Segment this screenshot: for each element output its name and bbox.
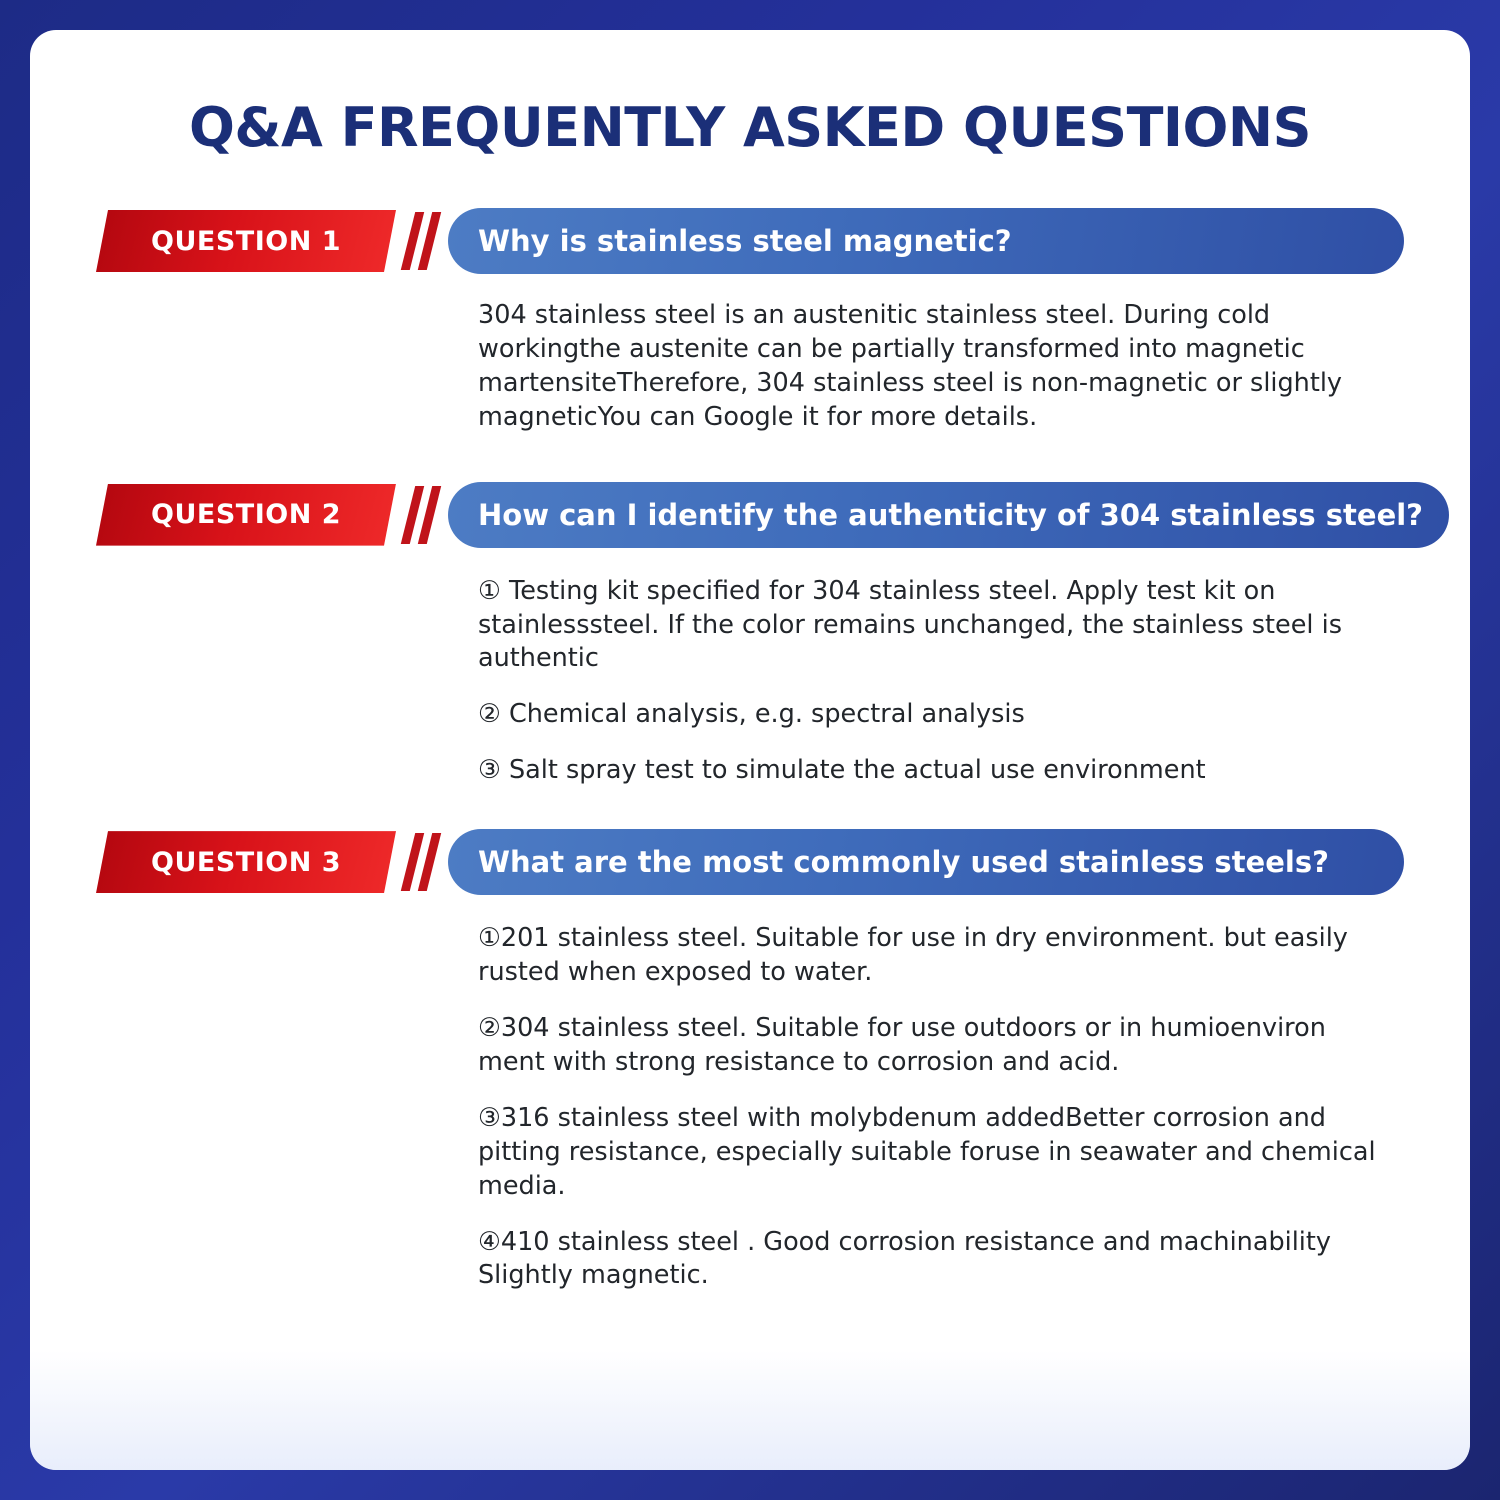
- question-header-3: [96, 826, 1404, 898]
- slash-divider-icon-2: [396, 484, 448, 546]
- question-bar-2: [448, 482, 1449, 548]
- question-bar-1: [448, 208, 1404, 274]
- slash-divider-icon-1: [396, 210, 448, 272]
- answer-paragraph: 304 stainless steel is an austenitic stainless steel. During cold workingthe austenite can be partially transformed into magnetic martensiteTherefore, 304 stainless steel is non-magnetic or slightly magneticYou can Google it for more details.: [478, 300, 1343, 432]
- question-bar-3: [448, 829, 1404, 895]
- faq-item-3: [96, 826, 1404, 1293]
- question-tag-label-3: QUESTION 3: [151, 846, 341, 878]
- slash-divider-icon-3: [396, 831, 448, 893]
- question-tag-3: [96, 831, 396, 893]
- faq-card: [30, 30, 1470, 1470]
- question-header-1: [96, 205, 1404, 277]
- question-text-2: How can I identify the authenticity of 304 stainless steel?: [478, 497, 1424, 532]
- answer-1: [96, 299, 1404, 435]
- question-tag-1: [96, 210, 396, 272]
- faq-item-1: [96, 205, 1404, 435]
- answer-paragraph: ① Testing kit specified for 304 stainless steel. Apply test kit on stainlesssteel. If the color remains unchanged, the stainless steel is authentic: [478, 575, 1342, 674]
- faq-item-2: [96, 479, 1424, 789]
- question-text-3: What are the most commonly used stainless steels?: [478, 845, 1329, 880]
- answer-paragraph: ③316 stainless steel with molybdenum addedBetter corrosion and pitting resistance, especially suitable foruse in seawater and chemical media.: [478, 1102, 1376, 1201]
- answer-paragraph: ③ Salt spray test to simulate the actual use environment: [478, 755, 1206, 786]
- question-text-1: Why is stainless steel magnetic?: [478, 224, 1012, 258]
- question-tag-2: [96, 484, 396, 546]
- question-tag-label-2: QUESTION 2: [151, 499, 341, 531]
- answer-2: [96, 575, 1404, 789]
- page-title: Q&A FREQUENTLY ASKED QUESTIONS: [188, 96, 1311, 159]
- answer-paragraph: ② Chemical analysis, e.g. spectral analysis: [478, 699, 1025, 730]
- answer-paragraph: ②304 stainless steel. Suitable for use outdoors or in humioenviron ment with strong resistance to corrosion and acid.: [478, 1012, 1326, 1077]
- answer-paragraph: ①201 stainless steel. Suitable for use in dry environment. but easily rusted when exposed to water.: [478, 923, 1348, 988]
- question-tag-label-1: QUESTION 1: [151, 225, 341, 257]
- answer-3: [96, 922, 1404, 1293]
- answer-paragraph: ④410 stainless steel . Good corrosion resistance and machinability Slightly magnetic.: [478, 1226, 1331, 1291]
- question-header-2: [96, 479, 1424, 551]
